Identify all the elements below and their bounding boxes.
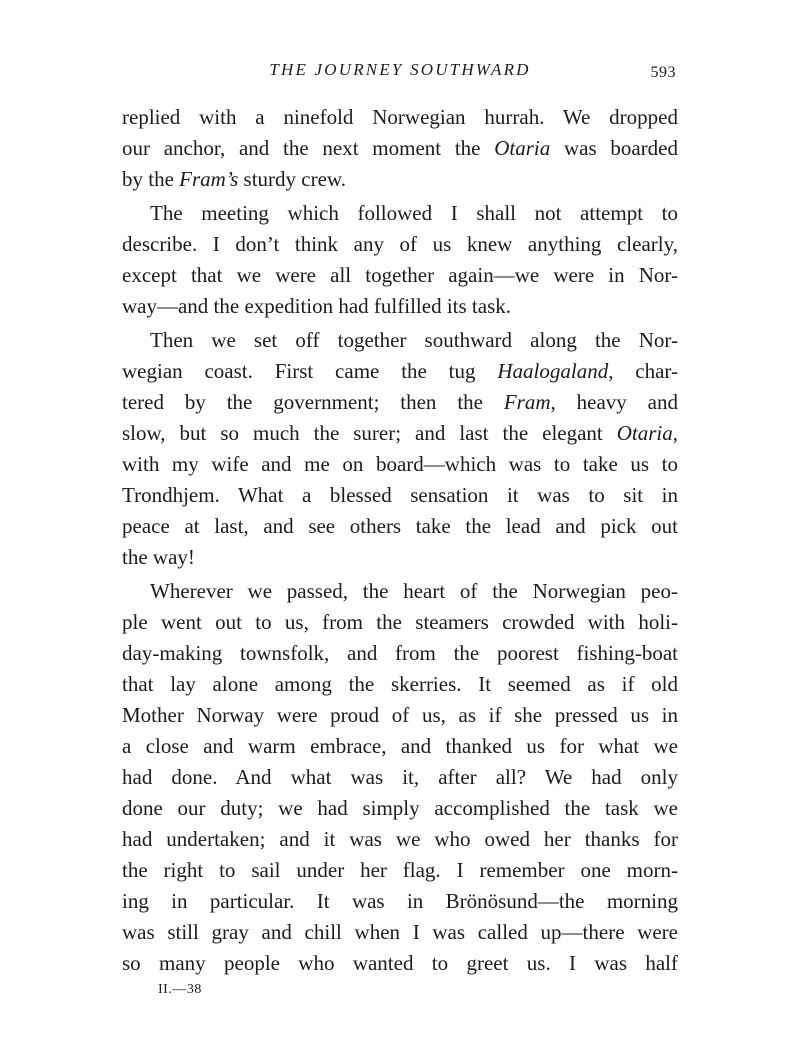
text-line [122,511,678,542]
text-run: ing in particular. It was in Brönösund—the morning [122,889,678,913]
text-line [122,102,678,133]
text-run: done our duty; we had simply accomplished the task we [122,796,678,820]
text-line [122,229,678,260]
text-run: was boarded [550,136,678,160]
italic-run: Otaria [494,136,551,160]
text-run: day-making townsfolk, and from the poorest fishing-boat [122,641,678,665]
italic-run: Fram’s [179,167,239,191]
text-run: slow, but so much the surer; and last the elegant [122,421,617,445]
text-run: Wherever we passed, the heart of the Norwegian peo- [150,579,678,603]
italic-run: Otaria [616,421,673,445]
text-run: replied with a ninefold Norwegian hurrah. We dropped [122,105,678,129]
italic-run: Fram [503,390,551,414]
text-line [122,917,678,948]
text-line [122,480,678,511]
text-run: , [672,421,678,445]
text-run: with my wife and me on board—which was to take us to [122,452,678,476]
paragraph [122,102,678,195]
text-run: had done. And what was it, after all? We had only [122,765,678,789]
text-run: our anchor, and the next moment the [122,136,495,160]
text-line [122,576,678,607]
text-run: that lay alone among the skerries. It seemed as if old [122,672,678,696]
text-run: peace at last, and see others take the lead and pick out [122,514,678,538]
text-line [122,260,678,291]
text-run: , char- [608,359,678,383]
text-line [122,824,678,855]
running-title: THE JOURNEY SOUTHWARD [269,60,531,79]
body-text [122,102,678,979]
text-line [122,542,678,573]
text-line [122,291,678,322]
text-run: sturdy crew. [238,167,346,191]
italic-run: Haalogaland [497,359,609,383]
text-line [122,855,678,886]
text-run: Trondhjem. What a blessed sensation it was to sit in [122,483,678,507]
text-line [122,198,678,229]
text-run: tered by the government; then the [122,390,504,414]
text-line [122,700,678,731]
page-number: 593 [650,64,676,81]
paragraph [122,198,678,322]
text-line [122,387,678,418]
text-line [122,133,678,164]
text-line [122,356,678,387]
text-line [122,607,678,638]
text-line [122,886,678,917]
text-line [122,449,678,480]
text-run: was still gray and chill when I was called up—there were [122,920,678,944]
text-run: The meeting which followed I shall not attempt to [150,201,678,225]
text-line [122,164,678,195]
text-run: the way! [122,545,195,569]
text-run: wegian coast. First came the tug [122,359,498,383]
text-line [122,638,678,669]
text-run: the right to sail under her flag. I remember one morn- [122,858,678,882]
text-line [122,793,678,824]
running-head [122,58,678,90]
text-line [122,669,678,700]
text-run: so many people who wanted to greet us. I was half [122,951,678,975]
text-line [122,418,678,449]
paragraph [122,325,678,573]
text-line [122,731,678,762]
signature-mark: II.—38 [158,982,202,997]
text-line [122,762,678,793]
text-run: way—and the expedition had fulfilled its task. [122,294,511,318]
paragraph [122,576,678,979]
text-line [122,325,678,356]
text-run: , heavy and [550,390,678,414]
text-line [122,948,678,979]
text-run: Then we set off together southward along the Nor- [150,328,678,352]
text-run: ple went out to us, from the steamers crowded with holi- [122,610,678,634]
text-run: a close and warm embrace, and thanked us for what we [122,734,678,758]
text-run: Mother Norway were proud of us, as if she pressed us in [122,703,678,727]
text-run: except that we were all together again—we were in Nor- [122,263,678,287]
text-run: describe. I don’t think any of us knew anything clearly, [122,232,678,256]
text-run: had undertaken; and it was we who owed her thanks for [122,827,678,851]
text-run: by the [122,167,180,191]
